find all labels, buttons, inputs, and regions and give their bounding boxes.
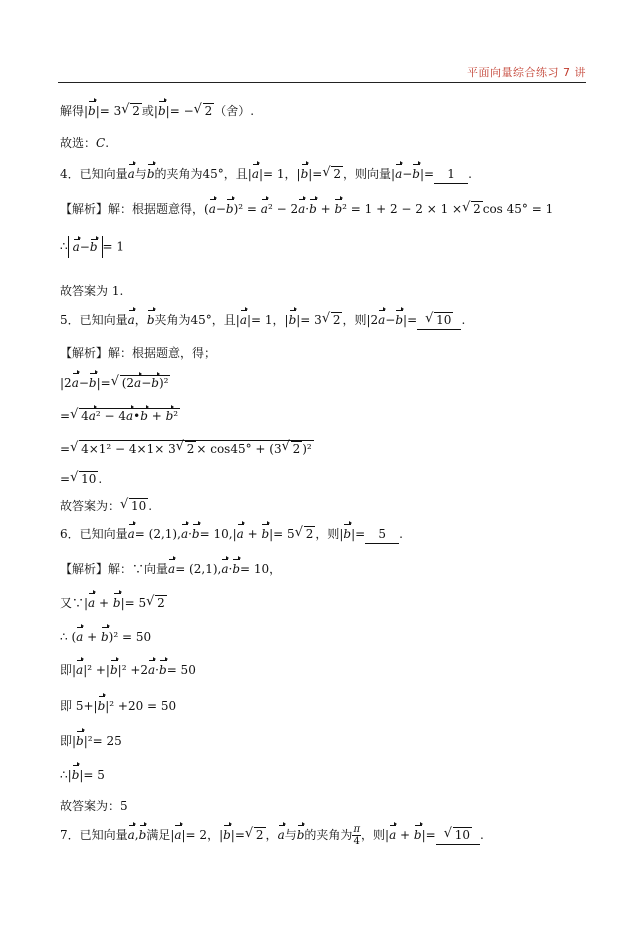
choice-line: 故选：C.: [60, 136, 110, 150]
question-5: 5．已知向量a，b夹角为45°，且|a|= 1，|b|= 3√ 2 ，则|2a−b|=√ 10 .: [60, 311, 465, 330]
answer-5: 故答案为：√ 10 .: [60, 497, 152, 515]
answer-blank: √ 10: [436, 826, 480, 845]
answer-6: 故答案为：5: [60, 799, 128, 813]
solution-5-step: =√ 4a² − 4a•b + b²: [60, 407, 180, 425]
solution-5: 【解析】解：根据题意，得；: [60, 346, 217, 360]
solution-line: 解得|b|= 3√ 2 或|b|= −√ 2 （舍）.: [60, 102, 254, 120]
solution-5-step: =√ 10 .: [60, 470, 102, 488]
question-7: 7．已知向量a,b满足|a|= 2，|b|=√ 2 ，a与b的夹角为 $\frac{\pi}{4}$ ，则|a + b|=√ 10 .: [60, 824, 484, 847]
solution-6-step: 即 5+|b|² +20 = 50: [60, 699, 177, 713]
header-rule: [58, 82, 586, 83]
solution-6-step: ∴|b|= 5: [60, 768, 105, 782]
solution-4: 【解析】解：根据题意得，(a−b)² = a² − 2a·b + b² = 1 + 2 − 2 × 1 ×√ 2 cos 45° = 1: [60, 200, 553, 218]
answer-blank: √ 10: [417, 311, 461, 330]
question-6: 6．已知向量a= (2,1),a·b= 10,|a + b|= 5√ 2 ，则|b|= 5 .: [60, 525, 403, 544]
solution-5-step: |2a−b|=√ (2a−b)²: [60, 374, 170, 392]
solution-4-result: ∴ a−b = 1: [60, 236, 124, 258]
solution-6-step: 即|a|² +|b|² +2a·b= 50: [60, 663, 196, 677]
answer-blank: 5: [365, 525, 399, 544]
answer-4: 故答案为 1.: [60, 284, 124, 298]
header-title: 平面向量综合练习 7 讲: [467, 66, 586, 79]
analysis-label: 【解析】: [60, 346, 109, 360]
analysis-label: 【解析】: [60, 562, 109, 576]
solution-6-step: ∴ (a + b)² = 50: [60, 630, 152, 644]
analysis-label: 【解析】: [60, 202, 109, 216]
solution-6-step: 即|b|²= 25: [60, 734, 122, 748]
answer-blank: 1: [434, 165, 468, 184]
question-4: 4．已知向量a与b的夹角为45°，且|a|= 1，|b|=√ 2 ，则向量|a−b|= 1 .: [60, 165, 472, 184]
solution-6-step: 又∵|a + b|= 5√ 2: [60, 594, 167, 612]
solution-5-step: =√ 4×1² − 4×1× 3√ 2 × cos45° + (3√ 2 )²: [60, 440, 314, 458]
solution-6: 【解析】解：∵向量a= (2,1),a·b= 10，: [60, 562, 282, 576]
